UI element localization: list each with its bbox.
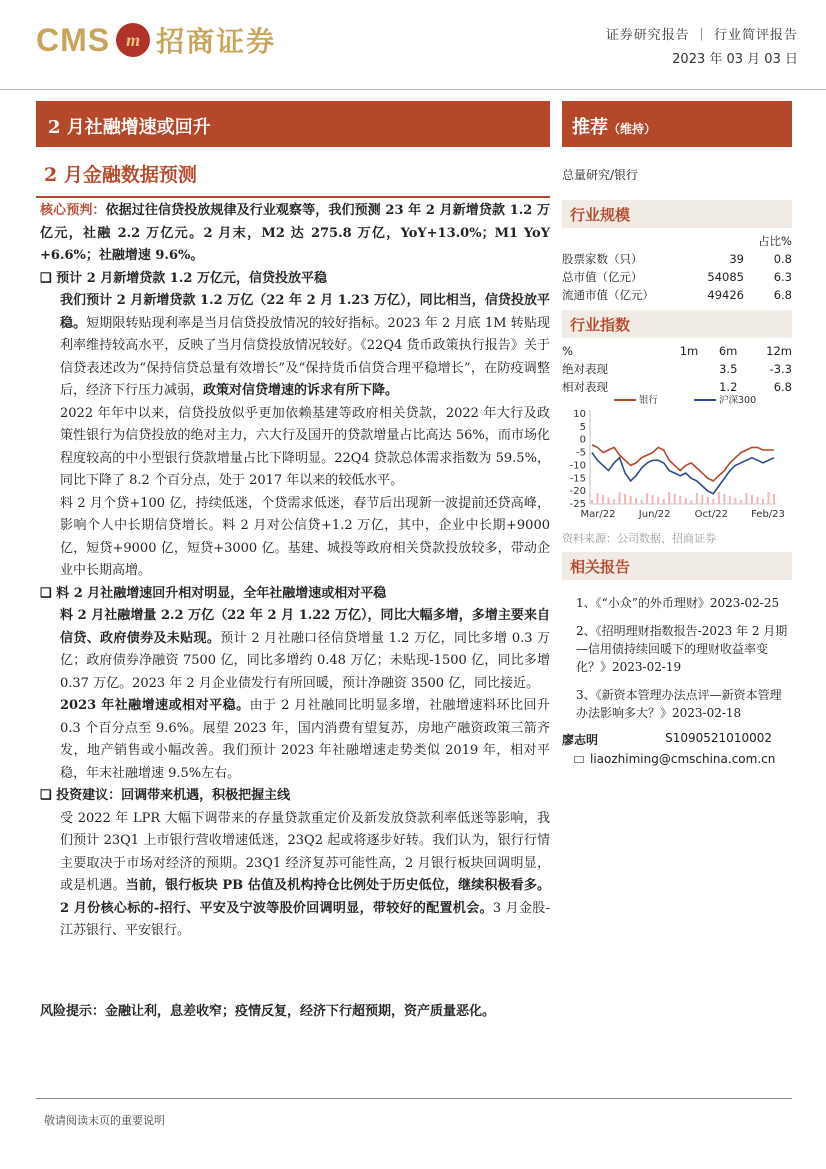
chart-source: 资料来源：公司数据、招商证券 bbox=[562, 532, 716, 545]
report-type: 证券研究报告 ｜ 行业简评报告 bbox=[605, 28, 798, 43]
header-divider bbox=[0, 89, 826, 90]
col-header: 12m bbox=[766, 344, 792, 358]
index-heading: 行业指数 bbox=[562, 310, 792, 338]
section-heading: ❑ 料 2 月社融增速回升相对明显，全年社融增速或相对平稳 bbox=[40, 585, 387, 601]
y-tick-label: -20 bbox=[569, 486, 586, 498]
logo-mark-icon: m bbox=[116, 23, 150, 57]
row-value bbox=[659, 360, 698, 378]
rating-sub: （维持） bbox=[608, 122, 657, 136]
row-value: 49426 bbox=[707, 288, 744, 302]
para-text: 短期限转贴现利率是当月信贷投放情况的较好指标。2023 年 2 月底 1M 转贴现利率维持较高水平，反映了当月信贷投放情况较好。《22Q4 货币政策执行报告》关于信贷表述改为“保持信贷总量有效增长”及“保持货币信贷合理平稳增长”，在防疫调整后，经济下行压力减弱， bbox=[60, 315, 550, 398]
core-label: 核心预判： bbox=[40, 203, 106, 218]
paragraph bbox=[40, 695, 550, 785]
para-bold: 料 2 月社融增量 2.2 万亿（22 年 2 月 1.22 万亿），同比大幅多增，多增主要来自信贷、政府债券及未贴现。 bbox=[60, 608, 550, 646]
row-label: 相对表现 bbox=[562, 380, 608, 394]
col-header: 6m bbox=[718, 344, 738, 358]
row-label: 总市值（亿元） bbox=[562, 270, 643, 284]
footer-note: 敬请阅读末页的重要说明 bbox=[44, 1114, 165, 1127]
para-text: 料 2 月个贷+100 亿，持续低迷，个贷需求低迷，春节后出现新一波提前还贷高峰，影响个人中长期信贷增长。料 2 月对公信贷+1.2 万亿，其中，企业中长期+9000 亿，短贷+9000 亿，短贷+3000 亿。基建、城投等政府相关贷款投放较多，带动企业中长期高增。 bbox=[60, 495, 550, 578]
paragraph bbox=[40, 605, 550, 695]
para-text: 2022 年年中以来，信贷投放似乎更加依赖基建等政府相关贷款，2022 年大行及政策性银行为信贷投放的绝对主力，六大行及国开的贷款增量占比高达 56%，而市场化程度较高的中小型银行贷款增量占比下降明显。22Q4 贷款总体需求指数为 59.5%，同比下降了 8.2 个百分点，处于 2017 年以来的较低水平。 bbox=[60, 405, 550, 488]
x-tick-label: Mar/22 bbox=[580, 509, 616, 520]
row-label: 股票家数（只） bbox=[562, 252, 643, 266]
related-item: 2、《招明理财指数报告-2023 年 2 月期—信用债持续回暖下的理财收益率变化？》2023-02-19 bbox=[576, 624, 788, 674]
index-table bbox=[562, 342, 792, 396]
y-tick-label: 10 bbox=[573, 409, 586, 420]
para-tail: 政策对信贷增速的诉求有所下降。 bbox=[203, 383, 399, 398]
analyst-code: S1090521010002 bbox=[665, 731, 772, 745]
col-header: 1m bbox=[679, 344, 699, 358]
main-body bbox=[40, 200, 550, 943]
row-value: 3.5 bbox=[719, 362, 738, 376]
pct-header: 占比% bbox=[758, 234, 792, 248]
x-tick-label: Oct/22 bbox=[694, 509, 729, 520]
para-bold: 我们预计 2 月新增贷款 1.2 万亿（22 年 2 月 1.23 万亿），同比相当，信贷投放平稳。 bbox=[60, 293, 550, 331]
table-header bbox=[562, 342, 792, 360]
legend-label: 沪深300 bbox=[719, 395, 757, 406]
row-value: 1.2 bbox=[719, 380, 738, 394]
x-tick-label: Feb/23 bbox=[751, 509, 785, 520]
scale-table bbox=[562, 232, 792, 304]
table-row bbox=[562, 360, 792, 378]
company-logo bbox=[36, 20, 276, 60]
analyst-name: 廖志明 bbox=[562, 733, 599, 747]
row-pct: 6.3 bbox=[773, 270, 792, 284]
y-tick-label: -5 bbox=[576, 447, 586, 459]
legend-label: 银行 bbox=[639, 395, 659, 406]
report-date: 2023 年 03 月 03 日 bbox=[672, 52, 798, 67]
para-after: 3 月金股-江苏银行、平安银行。 bbox=[60, 900, 551, 938]
row-label: 绝对表现 bbox=[562, 362, 608, 376]
table-row bbox=[562, 250, 792, 268]
logo-text: CMS bbox=[36, 21, 111, 58]
y-tick-label: 5 bbox=[579, 421, 586, 433]
para-text: 预计 2 月社融口径信贷增量 1.2 万亿，同比多增 0.3 万亿；政府债券净融资 7500 亿，同比多增约 0.48 万亿；未贴现-1500 亿，同比多增 0.37 万亿。2023 年 2 月企业债发行有所回暖，预计净融资 3500 亿，同比接近。 bbox=[60, 630, 550, 691]
paragraph bbox=[40, 403, 550, 493]
para-text: 受 2022 年 LPR 大幅下调带来的存量贷款重定价及新发放贷款利率低迷等影响，我们预计 23Q1 上市银行营收增速低迷，23Q2 起或将逐步好转。我们认为，银行行情主要取决于市场对经济的预期。23Q1 经济复苏可能性高，2 月银行板块回调明显，或是机遇。 bbox=[60, 810, 550, 893]
page-header bbox=[0, 0, 826, 90]
report-title: 2 月社融增速或回升 bbox=[36, 101, 550, 147]
related-item: 3、《新资本管理办法点评—新资本管理办法影响多大？》2023-02-18 bbox=[576, 688, 782, 720]
core-text: 依据过往信贷投放规律及行业观察等，我们预测 23 年 2 月新增贷款 1.2 万亿元，社融 2.2 万亿元。2 月末，M2 达 275.8 万亿，YoY+13.0%；M1 YoY +6.6%；社融增速 9.6%。 bbox=[40, 203, 550, 263]
row-pct: 0.8 bbox=[773, 252, 792, 266]
y-tick-label: -10 bbox=[569, 460, 586, 472]
logo-cn-text: 招商证券 bbox=[156, 25, 277, 58]
footer-divider bbox=[36, 1098, 792, 1099]
analyst-info bbox=[562, 731, 792, 766]
related-list bbox=[562, 594, 792, 732]
risk-warning: 风险提示：金融让利，息差收窄；疫情反复，经济下行超预期，资产质量恶化。 bbox=[40, 1004, 496, 1019]
section-heading: ❑ 投资建议：回调带来机遇，积极把握主线 bbox=[40, 788, 291, 803]
para-tail: 当前，银行板块 PB 估值及机构持仓比例处于历史低位，继续积极看多。2 月份核心标的-招行、平安及宁波等股价回调明显，带较好的配置机会。 bbox=[60, 878, 550, 916]
y-tick-label: -15 bbox=[569, 473, 586, 485]
row-value: -3.3 bbox=[769, 362, 792, 376]
col-header: % bbox=[562, 344, 573, 358]
row-pct: 6.8 bbox=[773, 288, 792, 302]
row-value: 54085 bbox=[707, 270, 744, 284]
series-line-1 bbox=[592, 453, 774, 494]
y-tick-label: 0 bbox=[579, 434, 586, 446]
rating-box bbox=[562, 101, 792, 147]
row-value: 6.8 bbox=[773, 380, 792, 394]
section-heading: ❑ 预计 2 月新增贷款 1.2 万亿元，信贷投放平稳 bbox=[40, 270, 327, 286]
scale-heading: 行业规模 bbox=[562, 200, 792, 228]
index-chart bbox=[562, 390, 788, 530]
subtitle-divider bbox=[36, 196, 550, 198]
core-judgement bbox=[40, 200, 550, 268]
email-icon bbox=[574, 756, 584, 763]
paragraph bbox=[40, 493, 550, 583]
para-text: 由于 2 月社融同比明显多增，社融增速料环比回升 0.3 个百分点至 9.6%。展望 2023 年，国内消费有望复苏，房地产融资政策三箭齐发，地产销售或小幅改善。我们预计 2023 年社融增速走势类似 2019 年，相对平稳，年末社融增速 9.5%左右。 bbox=[60, 698, 550, 781]
para-bold: 2023 年社融增速或相对平稳。 bbox=[60, 698, 250, 713]
series-line-0 bbox=[592, 445, 774, 481]
related-item: 1、《“小众”的外币理财》2023-02-25 bbox=[576, 596, 780, 610]
table-row bbox=[562, 286, 792, 304]
paragraph bbox=[40, 290, 550, 403]
related-heading: 相关报告 bbox=[562, 552, 792, 580]
x-tick-label: Jun/22 bbox=[638, 509, 671, 520]
section-subtitle: 2 月金融数据预测 bbox=[44, 164, 197, 186]
row-value: 39 bbox=[729, 252, 744, 266]
paragraph bbox=[40, 808, 550, 943]
analyst-email: liaozhiming@cmschina.com.cn bbox=[590, 752, 776, 766]
row-label: 流通市值（亿元） bbox=[562, 288, 654, 302]
y-tick-label: -25 bbox=[569, 499, 586, 510]
sector-label: 总量研究/银行 bbox=[562, 168, 639, 182]
rating-label: 推荐 bbox=[572, 117, 608, 138]
table-row bbox=[562, 268, 792, 286]
